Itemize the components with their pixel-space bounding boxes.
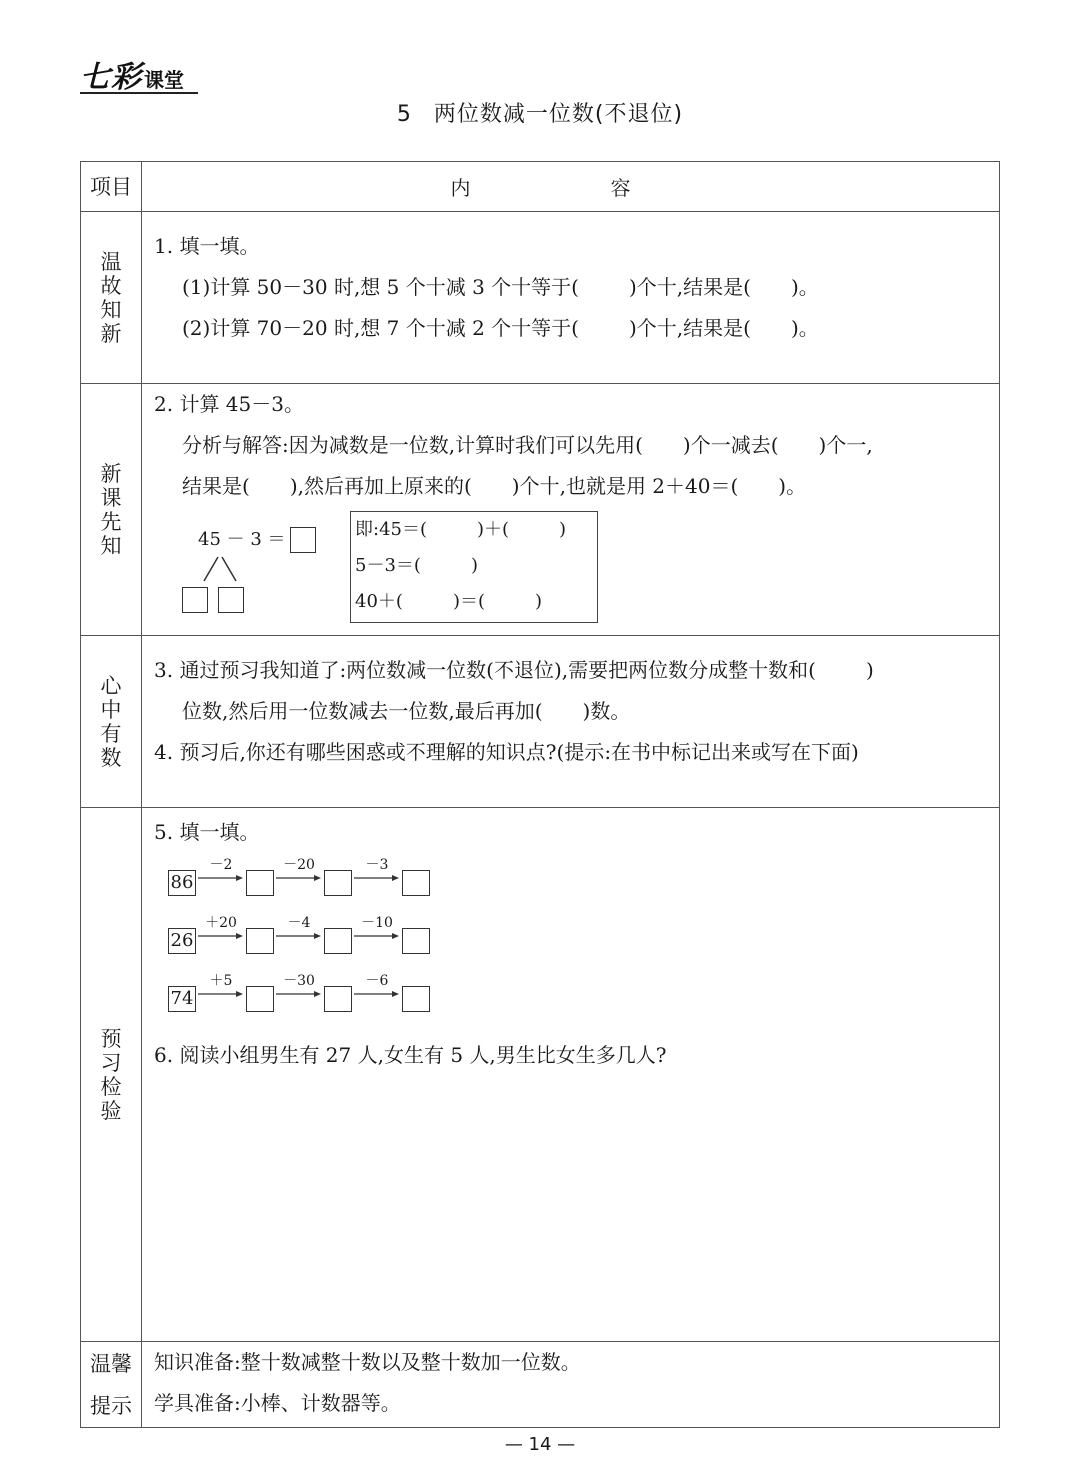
section-check-label: 预习检验 (81, 808, 142, 1342)
table-header-row (81, 162, 1000, 212)
header-label-cell: 项目 (81, 162, 142, 212)
q1-part-b: (2)计算 70－20 时,想 7 个十减 2 个十等于( )个十,结果是( )。 (182, 316, 819, 340)
chain-answer-box[interactable] (324, 928, 352, 954)
section-tips-label: 温馨 提示 (81, 1342, 142, 1428)
chain-arrow (354, 858, 400, 884)
q2-analysis-2: 结果是( ),然后再加上原来的( )个十,也就是用 2＋40＝( )。 (182, 474, 807, 498)
worksheet-table (80, 161, 1000, 1428)
chain-operation: ＋20 (205, 915, 237, 931)
chain-answer-box[interactable] (246, 870, 274, 896)
q3-part-a: 3. 通过预习我知道了:两位数减一位数(不退位),需要把两位数分成整十数和( ) (154, 658, 874, 682)
chain-operation: －4 (287, 915, 311, 931)
section-new-lesson-row (81, 384, 1000, 636)
q2-diagram (154, 511, 999, 631)
q3-part-b: 位数,然后用一位数减去一位数,最后再加( )数。 (182, 699, 631, 723)
chain-arrow (198, 916, 244, 942)
chain-start-number: 86 (168, 870, 196, 896)
chain-arrow (276, 974, 322, 1000)
chain-start-number: 26 (168, 928, 196, 954)
chain-arrow (276, 916, 322, 942)
brand-logo (80, 58, 184, 96)
section-review-row (81, 212, 1000, 384)
steps-line-1: 即:45＝( )＋( ) (355, 519, 567, 540)
section-check-content (142, 808, 1000, 1342)
chain-answer-box[interactable] (402, 986, 430, 1012)
section-check-row (81, 808, 1000, 1342)
chain-arrow (198, 974, 244, 1000)
q1-title: 1. 填一填。 (154, 234, 260, 258)
answer-box[interactable] (290, 527, 316, 553)
brand-main: 七彩 (80, 60, 142, 95)
section-summary-label: 心中有数 (81, 636, 142, 808)
lesson-title: 两位数减一位数(不退位) (433, 102, 684, 127)
number-chain (154, 969, 999, 1027)
section-new-lesson-label: 新课先知 (81, 384, 142, 636)
section-summary-row (81, 636, 1000, 808)
q2-analysis-1: 分析与解答:因为减数是一位数,计算时我们可以先用( )个一减去( )个一, (182, 433, 873, 457)
number-chain (154, 853, 999, 911)
section-review-label: 温故知新 (81, 212, 142, 384)
steps-line-2: 5－3＝( ) (355, 555, 478, 576)
brand-underline (80, 92, 198, 94)
chain-arrow (198, 858, 244, 884)
section-summary-content (142, 636, 1000, 808)
chain-arrow (354, 974, 400, 1000)
tip-tools: 学具准备:小棒、计数器等。 (154, 1391, 401, 1415)
chain-arrow (276, 858, 322, 884)
q5-title: 5. 填一填。 (154, 820, 260, 844)
chain-operation: －2 (209, 857, 233, 873)
chain-start-number: 74 (168, 986, 196, 1012)
page-number: — 14 — (504, 1434, 576, 1455)
q6: 6. 阅读小组男生有 27 人,女生有 5 人,男生比女生多几人? (154, 1043, 667, 1067)
split-box-tens[interactable] (182, 587, 208, 613)
number-chain (154, 911, 999, 969)
tip-knowledge: 知识准备:整十数减整十数以及整十数加一位数。 (154, 1350, 581, 1374)
chain-answer-box[interactable] (324, 870, 352, 896)
steps-box (350, 511, 598, 623)
chain-answer-box[interactable] (246, 928, 274, 954)
section-tips-content (142, 1342, 1000, 1428)
split-box-ones[interactable] (218, 587, 244, 613)
section-new-lesson-content (142, 384, 1000, 636)
chain-operation: －3 (365, 857, 389, 873)
page-title (0, 97, 1080, 128)
q5-chains (154, 853, 999, 1027)
q4: 4. 预习后,你还有哪些困惑或不理解的知识点?(提示:在书中标记出来或写在下面) (154, 740, 859, 764)
q2-title: 2. 计算 45－3。 (154, 392, 304, 416)
chain-answer-box[interactable] (402, 870, 430, 896)
chain-operation: －20 (283, 857, 315, 873)
chain-answer-box[interactable] (324, 986, 352, 1012)
section-tips-row (81, 1342, 1000, 1428)
header-content-cell: 内 容 (142, 162, 1000, 212)
chain-operation: ＋5 (209, 973, 233, 989)
chain-answer-box[interactable] (402, 928, 430, 954)
section-review-content (142, 212, 1000, 384)
diagram-equation: 45 － 3 ＝ (198, 525, 316, 553)
brand-sub: 课堂 (144, 68, 184, 92)
lesson-number: 5 (396, 102, 412, 127)
chain-operation: －6 (365, 973, 389, 989)
chain-operation: －10 (361, 915, 393, 931)
split-lines (200, 555, 240, 587)
chain-operation: －30 (283, 973, 315, 989)
q1-part-a: (1)计算 50－30 时,想 5 个十减 3 个十等于( )个十,结果是( )。 (182, 275, 819, 299)
chain-arrow (354, 916, 400, 942)
chain-answer-box[interactable] (246, 986, 274, 1012)
steps-line-3: 40＋( )＝( ) (355, 591, 543, 612)
